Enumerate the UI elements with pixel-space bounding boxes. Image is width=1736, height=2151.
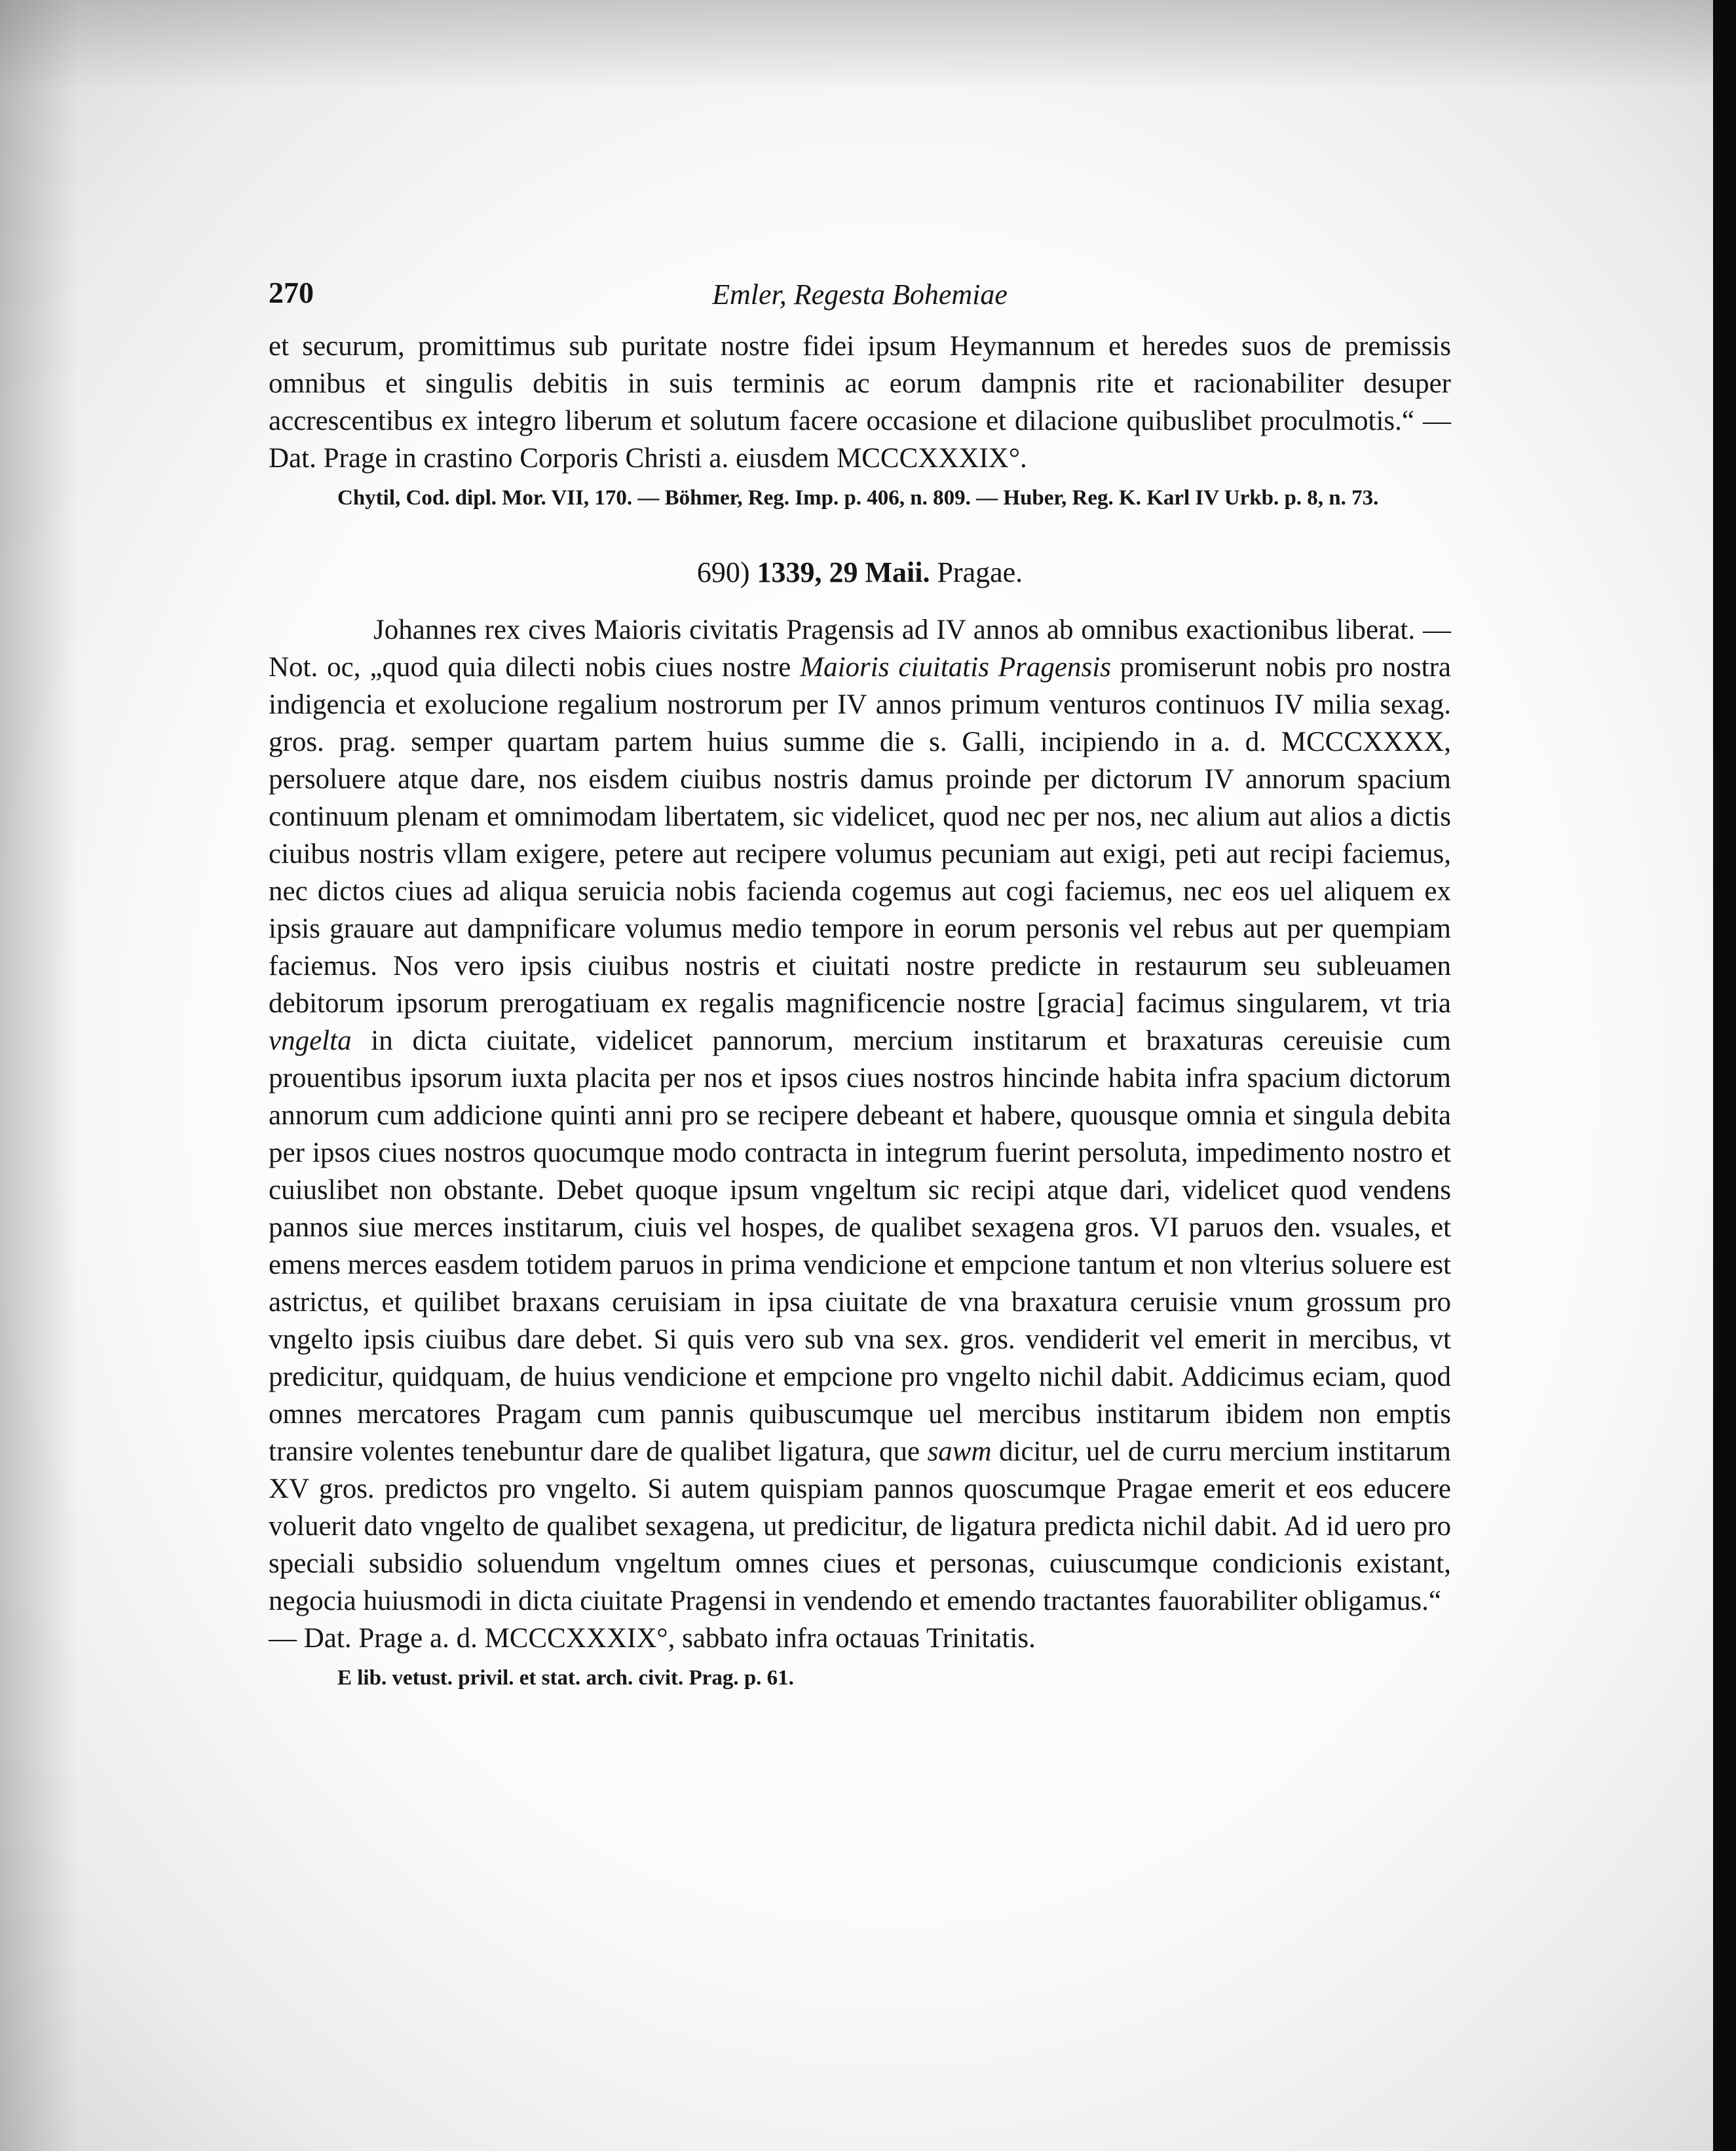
page-shadow-left: [0, 0, 79, 2151]
carryover-citation: Chytil, Cod. dipl. Mor. VII, 170. — Böhmer, Reg. Imp. p. 406, n. 809. — Huber, Reg. K. Karl IV Urkb. p. 8, n. 73.: [337, 486, 1379, 510]
entry-number: 690): [696, 556, 750, 588]
entry-body-italic-2: vngelta: [269, 1025, 352, 1056]
entry-body-part-4: dicitur, uel de curru mercium institarum XV gros. predictos pro vngelto. Si autem quispiam pannos quoscumque Pragae emerit et eos educere voluerit dato vngelto de qualibet sexagena, ut predicitur, de ligatura predicta nichil dabit. Ad id uero pro speciali subsidio soluendum vngeltum omnes ciues et personas, cuiuscumque condicionis existant, negocia huiusmodi in dicta ciuitate Pragensi in vendendo et emendo tractantes fauorabiliter obligamus.“: [269, 1436, 1451, 1616]
page-shadow-top: [0, 0, 1713, 92]
carryover-paragraph: et securum, promittimus sub puritate nostre fidei ipsum Heymannum et heredes suos de premissis omnibus et singulis debitis in suis terminis ac eorum dampnis rite et racionabiliter desuper accrescentibus ex integro liberum et solutum facere occasione et dilacione quibuslibet proculmotis.“ — Dat. Prage in crastino Corporis Christi a. eiusdem MCCCXXXIX°.: [269, 331, 1451, 474]
entry-date: 1339, 29 Maii.: [757, 556, 930, 588]
scan-border-strip: [1713, 0, 1736, 2151]
entry-body-part-3: in dicta ciuitate, videlicet pannorum, mercium institarum et braxaturas cereuisie cum prouentibus ipsorum iuxta placita per nos et ipsos ciues nostros hincinde habita infra spacium dictorum annorum cum addicione quinti anni pro se recipere debeant et habere, quousque omnia et singula debita per ipsos ciues nostros quocumque modo contracta in integrum fuerint persoluta, impedimento nostro et cuiuslibet non obstante. Debet quoque ipsum vngeltum sic recipi atque dari, videlicet quod vendens pannos siue merces institarum, ciuis vel hospes, de qualibet sexagena gros. VI paruos den. vsuales, et emens merces easdem totidem paruos in prima vendicione et empcione tantum et non vlterius soluere est astrictus, et quilibet braxans ceruisiam in ipsa ciuitate de vna braxatura ceruisie vnum grossum pro vngelto ipsis ciuibus dare debet. Si quis vero sub vna sex. gros. vendiderit vel emerit in mercibus, vt predicitur, quidquam, de huius vendicione et empcione pro vngelto nichil dabit. Addicimus eciam, quod omnes mercatores Pragam cum pannis quibuscumque uel mercibus institarum ibidem non emptis transire volentes tenebuntur dare de qualibet ligatura, que: [269, 1025, 1451, 1467]
page-content: [269, 262, 1451, 1690]
entry-summary: Johannes rex cives Maioris civitatis Pragensis ad IV annos ab omnibus exactionibus liberat.: [373, 615, 1416, 645]
running-title: Emler, Regesta Bohemiae: [712, 278, 1008, 311]
entry-heading: [269, 556, 1451, 589]
entry-body-intro: — Not. oc, „quod quia dilecti nobis ciues nostre: [269, 615, 1452, 683]
page-number: 270: [269, 276, 314, 309]
entry-dating: — Dat. Prage a. d. MCCCXXXIX°, sabbato infra octauas Trinitatis.: [269, 1623, 1036, 1654]
entry-body: [269, 611, 1451, 1620]
entry-place: Pragae.: [937, 556, 1023, 588]
entry-body-italic-1: Maioris ciuitatis Pragensis: [800, 652, 1111, 683]
entry-body-italic-3: sawm: [927, 1436, 992, 1467]
entry-source-note: E lib. vetust. privil. et stat. arch. civit. Prag. p. 61.: [337, 1666, 794, 1690]
entry-body-part-2: promiserunt nobis pro nostra indigencia et exolucione regalium nostrorum per IV annos primum venturos continuos IV milia sexag. gros. prag. semper quartam partem huius summe die s. Galli, incipiendo in a. d. MCCCXXXX, persoluere atque dare, nos eisdem ciuibus nostris damus proinde per dictorum IV annorum spacium continuum plenam et omnimodam libertatem, sic videlicet, quod nec per nos, nec alium aut alios a dictis ciuibus nostris vllam exigere, petere aut recipere volumus pecuniam aut exigi, peti aut recipi faciemus, nec dictos ciues ad aliqua seruicia nobis facienda cogemus aut cogi faciemus, nec eos uel aliquem ex ipsis grauare aut dampnificare volumus medio tempore in eorum personis vel rebus aut per quempiam faciemus. Nos vero ipsis ciuibus nostris et ciuitati nostre predicte in restaurum seu subleuamen debitorum ipsorum prerogatiuam ex regalis magnificencie nostre [gracia] facimus singularem, vt tria: [269, 652, 1451, 1019]
running-head: [269, 262, 1451, 328]
